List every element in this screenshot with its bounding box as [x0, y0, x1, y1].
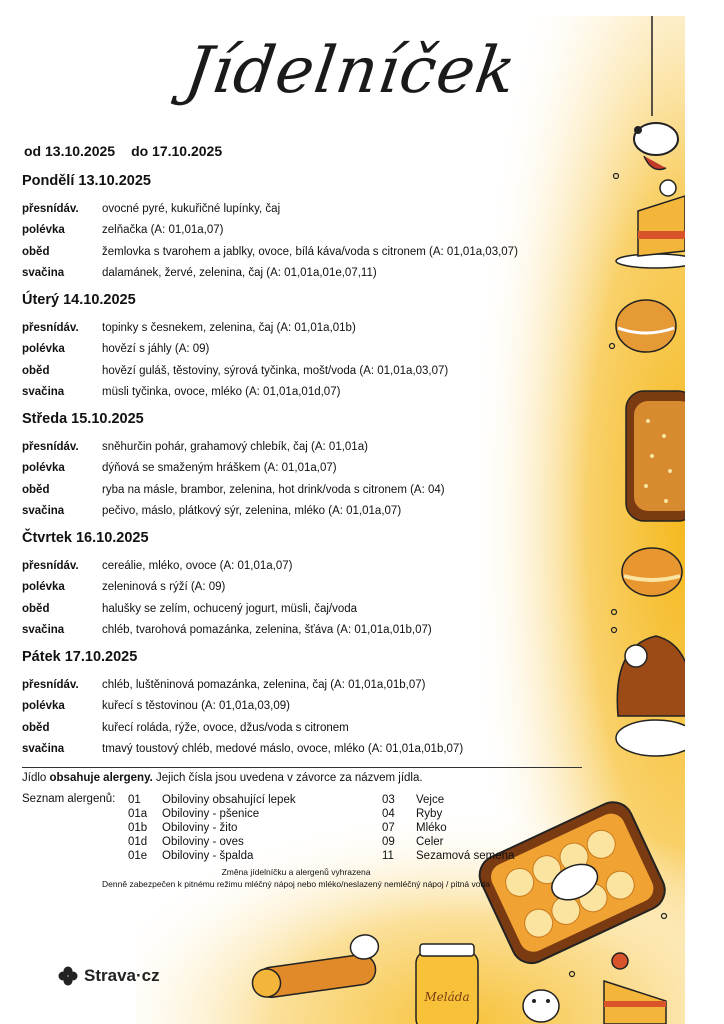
meal-dish: kuřecí roláda, rýže, ovoce, džus/voda s citronem	[102, 721, 349, 734]
meal-row	[22, 479, 592, 501]
allergen-code: 03	[382, 794, 395, 806]
allergen-code: 01d	[128, 836, 148, 848]
meal-dish: dýňová se smaženým hráškem (A: 01,01a,07)	[102, 462, 337, 475]
meal-row	[22, 198, 592, 220]
allergen-item	[382, 807, 514, 821]
allergen-code: 01e	[128, 850, 148, 862]
allergen-item	[382, 849, 514, 863]
allergen-column-left	[128, 793, 296, 863]
meal-label: svačina	[22, 267, 65, 280]
meal-row	[22, 360, 592, 382]
day-name: Pondělí 13.10.2025	[22, 173, 151, 189]
meal-label: přesnídáv.	[22, 678, 79, 691]
divider	[22, 767, 582, 768]
clover-icon	[58, 966, 78, 986]
meal-label: svačina	[22, 743, 65, 756]
meal-row	[22, 220, 592, 242]
meal-label: polévka	[22, 224, 65, 237]
allergen-name: Obiloviny - oves	[162, 836, 244, 848]
allergen-item	[128, 849, 296, 863]
jar-label: Meláda	[424, 990, 470, 1004]
meal-label: polévka	[22, 700, 65, 713]
allergen-name: Obiloviny - žito	[162, 822, 238, 834]
meal-dish: hovězí guláš, těstoviny, sýrová tyčinka, mošt/voda (A: 01,01a,03,07)	[102, 364, 449, 377]
allergen-code: 01a	[128, 808, 148, 820]
meal-row	[22, 339, 592, 361]
allergen-code: 04	[382, 808, 395, 820]
meal-row	[22, 577, 592, 599]
meal-row	[22, 263, 592, 285]
allergen-name: Obiloviny - špalda	[162, 850, 254, 862]
meal-dish: cereálie, mléko, ovoce (A: 01,01a,07)	[102, 559, 293, 572]
meal-row	[22, 620, 592, 642]
allergen-item	[128, 807, 296, 821]
allergen-item	[128, 793, 296, 807]
date-from: od 13.10.2025	[24, 143, 116, 159]
meal-row	[22, 458, 592, 480]
allergen-name: Ryby	[416, 808, 443, 820]
meal-label: polévka	[22, 462, 65, 475]
allergen-code: 01	[128, 794, 141, 806]
meal-row	[22, 674, 592, 696]
meal-dish: tmavý toustový chléb, medové máslo, ovoce, mléko (A: 01,01a,01b,07)	[102, 743, 464, 756]
meal-row	[22, 382, 592, 404]
allergen-name: Obiloviny obsahující lepek	[162, 794, 296, 806]
meal-row	[22, 739, 592, 761]
day-block	[22, 408, 592, 522]
day-name: Středa 15.10.2025	[22, 411, 144, 427]
day-block	[22, 170, 592, 284]
logo-text: Strava·cz	[84, 966, 160, 985]
allergen-name: Mléko	[416, 822, 447, 834]
allergen-code: 09	[382, 836, 395, 848]
meal-label: svačina	[22, 505, 65, 518]
meal-dish: chléb, luštěninová pomazánka, zelenina, čaj (A: 01,01a,01b,07)	[102, 678, 426, 691]
meal-label: přesnídáv.	[22, 559, 79, 572]
meal-dish: ovocné pyré, kukuřičné lupínky, čaj	[102, 202, 281, 215]
menu-sheet	[16, 16, 685, 1024]
meal-dish: halušky se zelím, ochucený jogurt, müsli, čaj/voda	[102, 602, 358, 615]
meal-label: přesnídáv.	[22, 321, 79, 334]
allergen-code: 11	[382, 850, 394, 862]
allergen-note-suffix: Jejich čísla jsou uvedena v závorce za názvem jídla.	[152, 772, 423, 784]
meal-row	[22, 241, 592, 263]
meal-row	[22, 717, 592, 739]
allergen-item	[128, 835, 296, 849]
allergen-code: 01b	[128, 822, 148, 834]
allergen-item	[382, 793, 514, 807]
page-title: Jídelníček	[180, 34, 521, 108]
day-name: Úterý 14.10.2025	[22, 292, 136, 308]
meal-label: svačina	[22, 624, 65, 637]
meal-label: oběd	[22, 602, 50, 615]
meal-label: polévka	[22, 343, 65, 356]
strava-logo	[58, 966, 160, 986]
meal-dish: pečivo, máslo, plátkový sýr, zelenina, mléko (A: 01,01a,07)	[102, 505, 402, 518]
meal-label: přesnídáv.	[22, 202, 79, 215]
allergen-name: Celer	[416, 836, 444, 848]
meal-label: přesnídáv.	[22, 440, 79, 453]
meal-dish: chléb, tvarohová pomazánka, zelenina, šťáva (A: 01,01a,01b,07)	[102, 624, 432, 637]
allergen-name: Sezamová semena	[416, 850, 515, 862]
day-name: Čtvrtek 16.10.2025	[22, 530, 149, 546]
meal-dish: zelňačka (A: 01,01a,07)	[102, 224, 224, 237]
day-block	[22, 646, 592, 760]
allergen-code: 07	[382, 822, 395, 834]
meal-label: svačina	[22, 386, 65, 399]
footer-change-notice: Změna jídelníčku a alergenů vyhrazena	[221, 867, 371, 877]
meal-label: oběd	[22, 483, 50, 496]
meal-dish: müsli tyčinka, ovoce, mléko (A: 01,01a,01d,07)	[102, 386, 341, 399]
day-name: Pátek 17.10.2025	[22, 649, 138, 665]
allergen-list-label: Seznam alergenů:	[22, 793, 116, 805]
date-range	[24, 143, 222, 159]
allergen-note-bold: obsahuje alergeny.	[49, 772, 153, 784]
meal-dish: žemlovka s tvarohem a jablky, ovoce, bílá káva/voda s citronem (A: 01,01a,03,07)	[102, 245, 518, 258]
date-to: do 17.10.2025	[131, 143, 223, 159]
allergen-note	[22, 772, 423, 784]
meal-dish: kuřecí s těstovinou (A: 01,01a,03,09)	[102, 700, 290, 713]
day-block	[22, 527, 592, 641]
meal-row	[22, 501, 592, 523]
meal-row	[22, 317, 592, 339]
meal-row	[22, 598, 592, 620]
meal-dish: ryba na másle, brambor, zelenina, hot drink/voda s citronem (A: 04)	[102, 483, 445, 496]
meal-dish: topinky s česnekem, zelenina, čaj (A: 01,01a,01b)	[102, 321, 356, 334]
meal-dish: dalamánek, žervé, zelenina, čaj (A: 01,01a,01e,07,11)	[102, 267, 377, 280]
meal-label: oběd	[22, 245, 50, 258]
meal-label: polévka	[22, 581, 65, 594]
meal-row	[22, 555, 592, 577]
day-block	[22, 289, 592, 403]
meal-label: oběd	[22, 721, 50, 734]
meal-label: oběd	[22, 364, 50, 377]
meal-dish: hovězí s jáhly (A: 09)	[102, 343, 210, 356]
meal-row	[22, 696, 592, 718]
meal-dish: zeleninová s rýží (A: 09)	[102, 581, 226, 594]
allergen-column-right	[382, 793, 514, 863]
allergen-item	[382, 821, 514, 835]
footer-drink-notice: Denně zabezpečen k pitnému režimu mléčný nápoj nebo mléko/neslazený nemléčný nápoj / pitná voda	[102, 879, 490, 889]
allergen-item	[128, 821, 296, 835]
allergen-note-prefix: Jídlo	[22, 772, 50, 784]
meal-dish: sněhurčin pohár, grahamový chlebík, čaj (A: 01,01a)	[102, 440, 368, 453]
meal-row	[22, 436, 592, 458]
allergen-name: Vejce	[416, 794, 445, 806]
allergen-name: Obiloviny - pšenice	[162, 808, 260, 820]
allergen-item	[382, 835, 514, 849]
